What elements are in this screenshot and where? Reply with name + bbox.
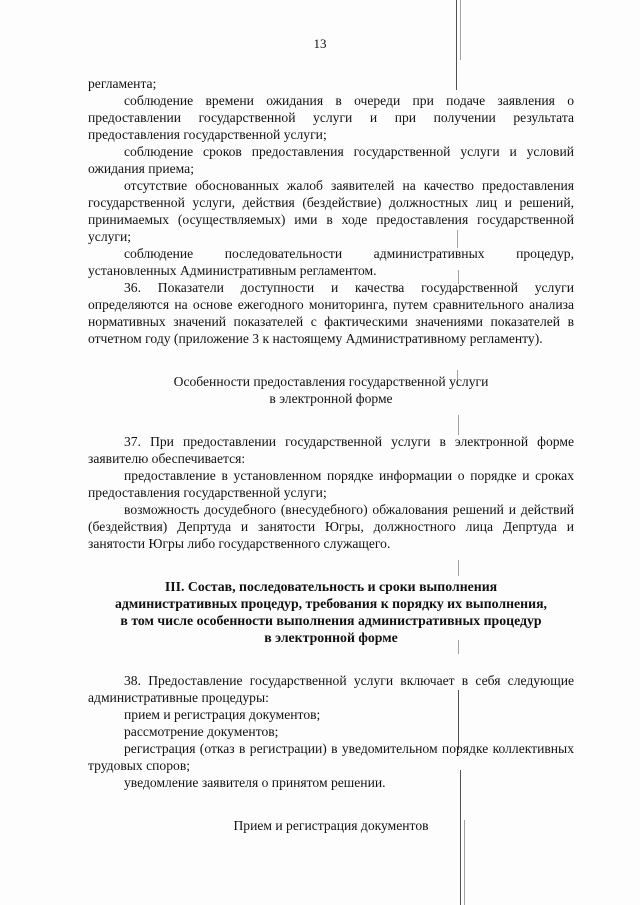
list-item: уведомление заявителя о принятом решении. — [124, 775, 386, 790]
paragraph: соблюдение последовательности административных процедур, установленных Административным регламентом. — [88, 246, 574, 278]
paragraph-item-37: 37. При предоставлении государственной услуги в электронной форме заявителю обеспечивается: — [88, 434, 574, 466]
section-heading-line: в электронной форме — [264, 630, 398, 645]
paragraph: отсутствие обоснованных жалоб заявителей на качество предоставления государственной услуги, действия (бездействие) должностных лиц и решений, принимаемых (осуществляемых) ими в ходе предоставления государственной услуги; — [88, 178, 574, 244]
section-heading-line: III. Состав, последовательность и сроки выполнения — [164, 579, 498, 594]
paragraph: предоставление в установленном порядке информации о порядке и сроках предоставления государственной услуги; — [88, 468, 574, 500]
paragraph: соблюдение сроков предоставления государственной услуги и условий ожидания приема; — [88, 144, 574, 176]
section-heading-iii — [88, 578, 574, 646]
paragraph: соблюдение времени ожидания в очереди при подаче заявления о предоставлении государственной услуги и при получении результата предоставления государственной услуги; — [88, 93, 574, 142]
paragraph-item-38: 38. Предоставление государственной услуги включает в себя следующие административные процедуры: — [88, 673, 574, 705]
section-heading-line: административных процедур, требования к порядку их выполнения, — [115, 596, 547, 611]
subheading-electronic-form — [88, 373, 574, 407]
subheading-line: Особенности предоставления государственной услуги — [173, 374, 489, 389]
document-body — [88, 75, 574, 834]
page-number: 13 — [313, 36, 327, 51]
subheading-reception: Прием и регистрация документов — [233, 818, 429, 833]
paragraph: возможность досудебного (внесудебного) обжалования решений и действий (бездействия) Депртуда и занятости Югры, должностного лица Депртуда и занятости Югры либо государственного служащего. — [88, 502, 574, 551]
section-heading-line: в том числе особенности выполнения административных процедур — [120, 613, 542, 628]
list-item: прием и регистрация документов; — [124, 707, 321, 722]
paragraph-item-36: 36. Показатели доступности и качества государственной услуги определяются на основе ежегодного мониторинга, путем сравнительного анализа нормативных значений показателей с фактическими значениями показателей в отчетном году (приложение 3 к настоящему Административному регламенту). — [88, 280, 574, 346]
subheading-line: в электронной форме — [269, 391, 393, 406]
paragraph: регламента; — [88, 76, 157, 91]
list-item: регистрация (отказ в регистрации) в уведомительном порядке коллективных трудовых споров; — [88, 741, 574, 773]
list-item: рассмотрение документов; — [124, 724, 279, 739]
